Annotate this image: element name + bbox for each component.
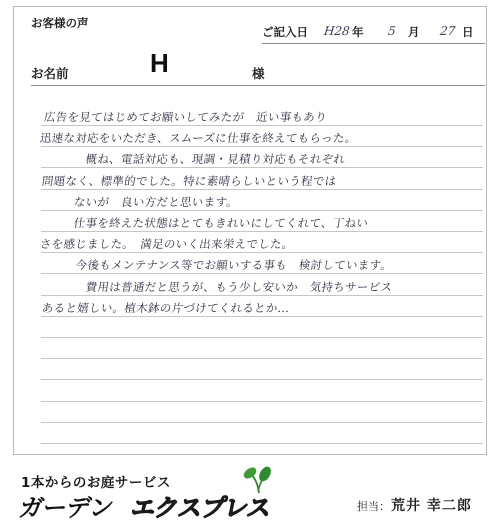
- name-label: お名前: [31, 66, 69, 81]
- ruled-line: [41, 422, 483, 423]
- ruled-line: [41, 167, 483, 168]
- comment-line: 概ね、電話対応も、現調・見積り対応もそれぞれ: [73, 152, 347, 167]
- staff-label: 担当：: [357, 500, 390, 513]
- leaf-logo-icon: [242, 465, 276, 495]
- ruled-line: [41, 358, 483, 359]
- brand-name-part2: エクスプレス: [129, 494, 274, 522]
- comment-line: 仕事を終えた状態はとてもきれいにしてくれて、丁ねい: [61, 216, 370, 230]
- comment-line: 今後もメンテナンス等でお願いする事も 検討しています。: [63, 258, 394, 273]
- comment-line: ないが 良い方だと思います。: [73, 194, 240, 209]
- comment-line: 迅速な対応をいただき、スムーズに仕事を終えてもらった。: [39, 131, 358, 146]
- company-footer: [17, 471, 480, 522]
- date-day: 27: [439, 24, 457, 38]
- form-title: お客様の声: [31, 16, 89, 30]
- name-underline: [31, 85, 485, 86]
- date-month: 5: [387, 24, 397, 38]
- date-era-year: H28: [323, 24, 351, 38]
- ruled-line: [41, 337, 483, 338]
- ruled-line: [41, 231, 483, 232]
- ruled-line: [41, 125, 483, 126]
- year-unit: 年: [352, 25, 364, 39]
- customer-name: H: [150, 48, 169, 78]
- month-unit: 月: [408, 25, 420, 39]
- day-unit: 日: [462, 25, 474, 39]
- comment-line: 広告を見てはじめてお願いしてみたが 近い事もあり: [43, 110, 328, 124]
- ruled-line: [41, 252, 483, 253]
- comment-line: 費用は普通だと思うが、もう少し安いか 気持ちサービス: [73, 279, 394, 294]
- customer-voice-card: [13, 6, 487, 455]
- staff-name: 荒井 幸二郎: [391, 498, 472, 514]
- ruled-line: [41, 273, 483, 274]
- brand-name-part1: ガーデン: [17, 494, 116, 522]
- ruled-line: [41, 146, 483, 147]
- comment-line: さを感じました。 満足のいく出来栄えでした。: [39, 237, 295, 252]
- ruled-line: [41, 443, 483, 444]
- date-label: ご記入日: [262, 25, 308, 39]
- comment-line: あると嬉しい。植木鉢の片づけてくれるとか…: [41, 300, 291, 315]
- company-slogan: 1本からのお庭サービス: [21, 475, 171, 491]
- name-honorific: 様: [252, 66, 265, 81]
- ruled-line: [41, 379, 483, 380]
- ruled-line: [41, 401, 483, 402]
- date-underline: [262, 43, 485, 44]
- comment-line: 問題なく、標準的でした。特に素晴らしいという程では: [41, 173, 338, 188]
